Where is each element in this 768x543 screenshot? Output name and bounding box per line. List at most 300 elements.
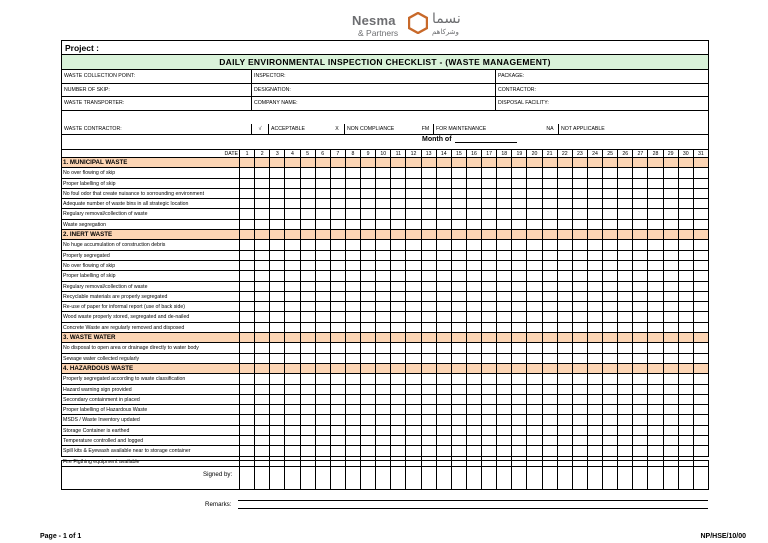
day-cell[interactable] (451, 436, 466, 445)
day-cell[interactable] (421, 415, 436, 424)
day-cell[interactable] (345, 271, 360, 280)
day-cell[interactable] (526, 364, 541, 373)
day-cell[interactable] (405, 333, 420, 342)
day-cell[interactable] (254, 230, 269, 239)
day-cell[interactable] (632, 436, 647, 445)
day-cell[interactable] (496, 209, 511, 218)
day-cell[interactable] (300, 405, 315, 414)
day-cell[interactable] (587, 323, 602, 332)
day-cell[interactable] (572, 312, 587, 321)
day-cell[interactable] (284, 199, 299, 208)
day-cell[interactable] (284, 436, 299, 445)
day-cell[interactable] (617, 209, 632, 218)
day-cell[interactable] (617, 199, 632, 208)
day-cell[interactable] (284, 374, 299, 383)
day-cell[interactable] (390, 168, 405, 177)
day-cell[interactable] (663, 415, 678, 424)
day-cell[interactable] (284, 179, 299, 188)
day-cell[interactable] (345, 168, 360, 177)
day-cell[interactable] (269, 395, 284, 404)
day-cell[interactable] (421, 364, 436, 373)
day-cell[interactable] (269, 240, 284, 249)
day-cell[interactable] (315, 282, 330, 291)
day-cell[interactable] (678, 302, 693, 311)
day-cell[interactable] (693, 436, 708, 445)
day-cell[interactable] (557, 220, 572, 229)
day-cell[interactable] (451, 179, 466, 188)
day-cell[interactable] (557, 436, 572, 445)
day-cell[interactable] (617, 158, 632, 167)
day-cell[interactable] (511, 189, 526, 198)
day-cell[interactable] (617, 374, 632, 383)
day-cell[interactable] (269, 436, 284, 445)
day-cell[interactable] (436, 179, 451, 188)
day-cell[interactable] (632, 168, 647, 177)
day-cell[interactable] (602, 364, 617, 373)
day-cell[interactable] (511, 354, 526, 363)
day-cell[interactable] (421, 209, 436, 218)
day-cell[interactable] (360, 292, 375, 301)
day-cell[interactable] (663, 282, 678, 291)
day-cell[interactable] (239, 364, 254, 373)
day-cell[interactable] (300, 189, 315, 198)
info-field[interactable]: NUMBER OF SKIP: (64, 86, 110, 93)
day-cell[interactable] (693, 354, 708, 363)
day-cell[interactable] (526, 271, 541, 280)
signature-cell[interactable] (496, 461, 511, 489)
day-cell[interactable] (405, 251, 420, 260)
day-cell[interactable] (390, 209, 405, 218)
day-cell[interactable] (526, 323, 541, 332)
day-cell[interactable] (693, 415, 708, 424)
day-cell[interactable] (481, 323, 496, 332)
day-cell[interactable] (572, 395, 587, 404)
day-cell[interactable] (405, 374, 420, 383)
day-cell[interactable] (405, 426, 420, 435)
day-cell[interactable] (496, 385, 511, 394)
day-cell[interactable] (451, 271, 466, 280)
day-cell[interactable] (390, 230, 405, 239)
day-cell[interactable] (647, 405, 662, 414)
day-cell[interactable] (330, 415, 345, 424)
day-cell[interactable] (300, 385, 315, 394)
day-cell[interactable] (663, 354, 678, 363)
day-cell[interactable] (617, 251, 632, 260)
day-cell[interactable] (375, 199, 390, 208)
day-cell[interactable] (330, 251, 345, 260)
day-cell[interactable] (632, 374, 647, 383)
day-cell[interactable] (451, 282, 466, 291)
day-cell[interactable] (647, 385, 662, 394)
info-field[interactable]: WASTE COLLECTION POINT: (64, 73, 135, 79)
day-cell[interactable] (557, 446, 572, 455)
day-cell[interactable] (602, 302, 617, 311)
day-cell[interactable] (254, 333, 269, 342)
day-cell[interactable] (254, 426, 269, 435)
day-cell[interactable] (587, 292, 602, 301)
day-cell[interactable] (617, 364, 632, 373)
day-cell[interactable] (405, 261, 420, 270)
day-cell[interactable] (693, 405, 708, 414)
day-cell[interactable] (587, 199, 602, 208)
day-cell[interactable] (617, 179, 632, 188)
day-cell[interactable] (421, 271, 436, 280)
day-cell[interactable] (239, 230, 254, 239)
day-cell[interactable] (617, 292, 632, 301)
day-cell[interactable] (284, 220, 299, 229)
day-cell[interactable] (663, 343, 678, 352)
day-cell[interactable] (542, 395, 557, 404)
day-cell[interactable] (663, 230, 678, 239)
day-cell[interactable] (511, 426, 526, 435)
day-cell[interactable] (284, 189, 299, 198)
day-cell[interactable] (345, 323, 360, 332)
day-cell[interactable] (300, 251, 315, 260)
day-cell[interactable] (632, 333, 647, 342)
day-cell[interactable] (239, 168, 254, 177)
day-cell[interactable] (466, 323, 481, 332)
day-cell[interactable] (284, 292, 299, 301)
day-cell[interactable] (254, 405, 269, 414)
day-cell[interactable] (587, 364, 602, 373)
day-cell[interactable] (587, 385, 602, 394)
day-cell[interactable] (511, 302, 526, 311)
day-cell[interactable] (647, 292, 662, 301)
day-cell[interactable] (405, 364, 420, 373)
day-cell[interactable] (678, 199, 693, 208)
day-cell[interactable] (557, 302, 572, 311)
day-cell[interactable] (269, 405, 284, 414)
day-cell[interactable] (557, 395, 572, 404)
day-cell[interactable] (526, 385, 541, 394)
day-cell[interactable] (602, 251, 617, 260)
day-cell[interactable] (254, 302, 269, 311)
day-cell[interactable] (300, 158, 315, 167)
day-cell[interactable] (572, 251, 587, 260)
day-cell[interactable] (330, 209, 345, 218)
day-cell[interactable] (315, 179, 330, 188)
day-cell[interactable] (693, 230, 708, 239)
day-cell[interactable] (647, 251, 662, 260)
day-cell[interactable] (436, 446, 451, 455)
day-cell[interactable] (375, 333, 390, 342)
day-cell[interactable] (632, 189, 647, 198)
day-cell[interactable] (360, 385, 375, 394)
day-cell[interactable] (451, 385, 466, 394)
day-cell[interactable] (345, 446, 360, 455)
day-cell[interactable] (587, 354, 602, 363)
day-cell[interactable] (663, 189, 678, 198)
day-cell[interactable] (315, 251, 330, 260)
day-cell[interactable] (678, 312, 693, 321)
day-cell[interactable] (542, 292, 557, 301)
day-cell[interactable] (557, 405, 572, 414)
day-cell[interactable] (663, 220, 678, 229)
day-cell[interactable] (678, 446, 693, 455)
day-cell[interactable] (617, 405, 632, 414)
day-cell[interactable] (360, 374, 375, 383)
day-cell[interactable] (315, 240, 330, 249)
signature-cell[interactable] (557, 461, 572, 489)
day-cell[interactable] (496, 354, 511, 363)
day-cell[interactable] (526, 415, 541, 424)
day-cell[interactable] (451, 292, 466, 301)
day-cell[interactable] (617, 312, 632, 321)
day-cell[interactable] (330, 220, 345, 229)
day-cell[interactable] (390, 199, 405, 208)
day-cell[interactable] (511, 220, 526, 229)
day-cell[interactable] (678, 168, 693, 177)
day-cell[interactable] (647, 261, 662, 270)
day-cell[interactable] (632, 415, 647, 424)
day-cell[interactable] (330, 446, 345, 455)
day-cell[interactable] (647, 199, 662, 208)
day-cell[interactable] (451, 189, 466, 198)
day-cell[interactable] (466, 209, 481, 218)
day-cell[interactable] (647, 179, 662, 188)
day-cell[interactable] (375, 436, 390, 445)
day-cell[interactable] (239, 251, 254, 260)
day-cell[interactable] (557, 333, 572, 342)
day-cell[interactable] (693, 395, 708, 404)
day-cell[interactable] (345, 282, 360, 291)
day-cell[interactable] (375, 395, 390, 404)
day-cell[interactable] (375, 385, 390, 394)
day-cell[interactable] (647, 189, 662, 198)
day-cell[interactable] (572, 282, 587, 291)
day-cell[interactable] (663, 364, 678, 373)
day-cell[interactable] (572, 179, 587, 188)
day-cell[interactable] (526, 395, 541, 404)
day-cell[interactable] (300, 179, 315, 188)
day-cell[interactable] (617, 343, 632, 352)
day-cell[interactable] (693, 251, 708, 260)
day-cell[interactable] (526, 333, 541, 342)
day-cell[interactable] (330, 261, 345, 270)
day-cell[interactable] (390, 323, 405, 332)
remarks-line[interactable] (238, 508, 708, 509)
day-cell[interactable] (360, 230, 375, 239)
day-cell[interactable] (647, 209, 662, 218)
day-cell[interactable] (496, 189, 511, 198)
day-cell[interactable] (632, 179, 647, 188)
day-cell[interactable] (572, 168, 587, 177)
day-cell[interactable] (269, 426, 284, 435)
day-cell[interactable] (375, 179, 390, 188)
day-cell[interactable] (436, 209, 451, 218)
day-cell[interactable] (436, 158, 451, 167)
day-cell[interactable] (678, 436, 693, 445)
day-cell[interactable] (678, 415, 693, 424)
day-cell[interactable] (375, 343, 390, 352)
day-cell[interactable] (693, 189, 708, 198)
day-cell[interactable] (481, 251, 496, 260)
day-cell[interactable] (587, 395, 602, 404)
day-cell[interactable] (587, 426, 602, 435)
day-cell[interactable] (254, 261, 269, 270)
day-cell[interactable] (481, 354, 496, 363)
day-cell[interactable] (496, 179, 511, 188)
signature-cell[interactable] (284, 461, 299, 489)
day-cell[interactable] (269, 209, 284, 218)
day-cell[interactable] (693, 364, 708, 373)
day-cell[interactable] (269, 374, 284, 383)
day-cell[interactable] (542, 374, 557, 383)
day-cell[interactable] (284, 364, 299, 373)
day-cell[interactable] (421, 374, 436, 383)
day-cell[interactable] (254, 312, 269, 321)
day-cell[interactable] (254, 158, 269, 167)
day-cell[interactable] (617, 302, 632, 311)
day-cell[interactable] (557, 385, 572, 394)
day-cell[interactable] (466, 179, 481, 188)
day-cell[interactable] (239, 354, 254, 363)
day-cell[interactable] (572, 415, 587, 424)
day-cell[interactable] (405, 179, 420, 188)
day-cell[interactable] (315, 158, 330, 167)
day-cell[interactable] (421, 230, 436, 239)
day-cell[interactable] (526, 343, 541, 352)
day-cell[interactable] (466, 302, 481, 311)
day-cell[interactable] (239, 158, 254, 167)
day-cell[interactable] (572, 292, 587, 301)
day-cell[interactable] (284, 230, 299, 239)
day-cell[interactable] (602, 312, 617, 321)
day-cell[interactable] (511, 158, 526, 167)
day-cell[interactable] (405, 354, 420, 363)
day-cell[interactable] (587, 374, 602, 383)
day-cell[interactable] (587, 230, 602, 239)
day-cell[interactable] (587, 168, 602, 177)
day-cell[interactable] (678, 385, 693, 394)
day-cell[interactable] (345, 385, 360, 394)
day-cell[interactable] (360, 333, 375, 342)
day-cell[interactable] (617, 354, 632, 363)
day-cell[interactable] (481, 333, 496, 342)
day-cell[interactable] (693, 158, 708, 167)
day-cell[interactable] (269, 312, 284, 321)
day-cell[interactable] (300, 292, 315, 301)
day-cell[interactable] (390, 189, 405, 198)
day-cell[interactable] (693, 209, 708, 218)
day-cell[interactable] (345, 189, 360, 198)
day-cell[interactable] (375, 446, 390, 455)
day-cell[interactable] (693, 343, 708, 352)
day-cell[interactable] (269, 199, 284, 208)
day-cell[interactable] (602, 179, 617, 188)
day-cell[interactable] (542, 333, 557, 342)
day-cell[interactable] (511, 251, 526, 260)
day-cell[interactable] (557, 199, 572, 208)
signature-cell[interactable] (330, 461, 345, 489)
day-cell[interactable] (390, 240, 405, 249)
day-cell[interactable] (663, 240, 678, 249)
day-cell[interactable] (496, 436, 511, 445)
day-cell[interactable] (466, 230, 481, 239)
day-cell[interactable] (587, 343, 602, 352)
day-cell[interactable] (421, 199, 436, 208)
signature-cell[interactable] (617, 461, 632, 489)
day-cell[interactable] (496, 405, 511, 414)
day-cell[interactable] (254, 385, 269, 394)
day-cell[interactable] (511, 179, 526, 188)
day-cell[interactable] (421, 282, 436, 291)
day-cell[interactable] (345, 240, 360, 249)
day-cell[interactable] (390, 333, 405, 342)
day-cell[interactable] (360, 189, 375, 198)
day-cell[interactable] (436, 230, 451, 239)
day-cell[interactable] (360, 168, 375, 177)
day-cell[interactable] (269, 168, 284, 177)
day-cell[interactable] (647, 415, 662, 424)
day-cell[interactable] (405, 220, 420, 229)
day-cell[interactable] (511, 374, 526, 383)
day-cell[interactable] (496, 158, 511, 167)
day-cell[interactable] (239, 385, 254, 394)
day-cell[interactable] (284, 282, 299, 291)
day-cell[interactable] (511, 261, 526, 270)
day-cell[interactable] (587, 282, 602, 291)
signature-cell[interactable] (632, 461, 647, 489)
day-cell[interactable] (421, 354, 436, 363)
day-cell[interactable] (345, 405, 360, 414)
day-cell[interactable] (315, 199, 330, 208)
day-cell[interactable] (390, 282, 405, 291)
day-cell[interactable] (678, 251, 693, 260)
day-cell[interactable] (315, 436, 330, 445)
day-cell[interactable] (511, 364, 526, 373)
day-cell[interactable] (421, 436, 436, 445)
day-cell[interactable] (542, 179, 557, 188)
day-cell[interactable] (647, 240, 662, 249)
day-cell[interactable] (632, 446, 647, 455)
day-cell[interactable] (239, 240, 254, 249)
day-cell[interactable] (663, 292, 678, 301)
day-cell[interactable] (390, 220, 405, 229)
day-cell[interactable] (269, 364, 284, 373)
day-cell[interactable] (315, 312, 330, 321)
day-cell[interactable] (587, 158, 602, 167)
day-cell[interactable] (466, 374, 481, 383)
day-cell[interactable] (632, 395, 647, 404)
day-cell[interactable] (451, 251, 466, 260)
day-cell[interactable] (300, 343, 315, 352)
day-cell[interactable] (375, 189, 390, 198)
day-cell[interactable] (254, 282, 269, 291)
day-cell[interactable] (421, 426, 436, 435)
day-cell[interactable] (572, 323, 587, 332)
day-cell[interactable] (345, 374, 360, 383)
day-cell[interactable] (254, 251, 269, 260)
day-cell[interactable] (526, 189, 541, 198)
day-cell[interactable] (496, 364, 511, 373)
day-cell[interactable] (496, 240, 511, 249)
day-cell[interactable] (330, 292, 345, 301)
day-cell[interactable] (269, 415, 284, 424)
day-cell[interactable] (466, 292, 481, 301)
day-cell[interactable] (617, 395, 632, 404)
day-cell[interactable] (315, 395, 330, 404)
day-cell[interactable] (360, 312, 375, 321)
day-cell[interactable] (542, 323, 557, 332)
day-cell[interactable] (375, 240, 390, 249)
day-cell[interactable] (390, 436, 405, 445)
day-cell[interactable] (693, 220, 708, 229)
day-cell[interactable] (451, 168, 466, 177)
day-cell[interactable] (300, 209, 315, 218)
day-cell[interactable] (269, 230, 284, 239)
day-cell[interactable] (557, 323, 572, 332)
